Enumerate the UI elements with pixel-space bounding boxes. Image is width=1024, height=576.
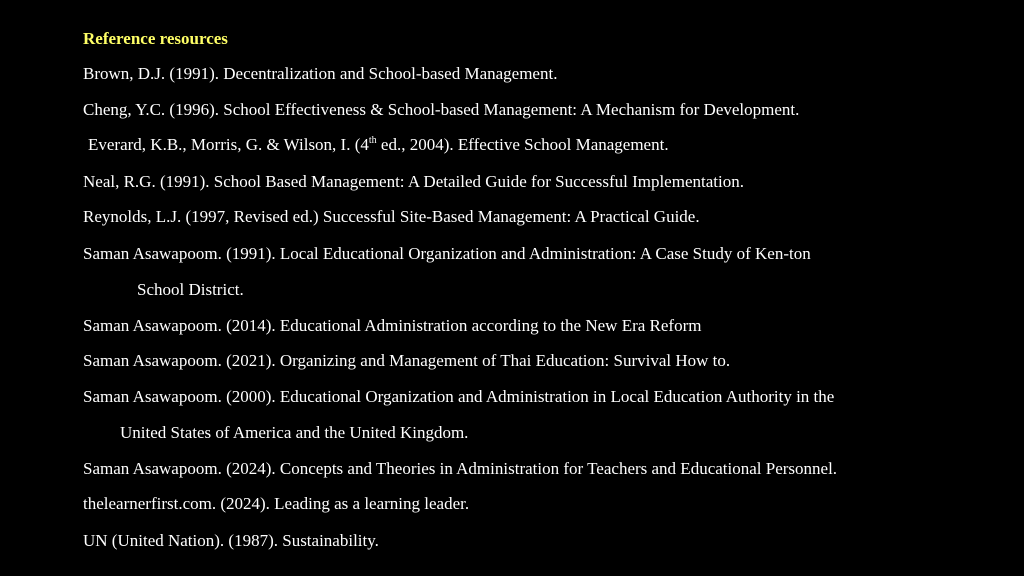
reference-item: Saman Asawapoom. (2024). Concepts and Theories in Administration for Teachers and Educational Personnel. bbox=[83, 459, 838, 478]
reference-item bbox=[88, 135, 669, 155]
reference-item: Reynolds, L.J. (1997, Revised ed.) Successful Site-Based Management: A Practical Guide. bbox=[83, 207, 700, 226]
reference-item: Saman Asawapoom. (2014). Educational Administration according to the New Era Reform bbox=[83, 316, 702, 335]
reference-item: Neal, R.G. (1991). School Based Management: A Detailed Guide for Successful Implementation. bbox=[83, 172, 744, 191]
reference-item: Brown, D.J. (1991). Decentralization and School-based Management. bbox=[83, 64, 558, 83]
superscript: th bbox=[368, 135, 377, 146]
slide-title: Reference resources bbox=[83, 29, 228, 48]
reference-item: Saman Asawapoom. (2000). Educational Organization and Administration in Local Education Authority in the bbox=[83, 387, 835, 406]
reference-text: ed., 2004). Effective School Management. bbox=[376, 135, 669, 154]
reference-continuation: United States of America and the United Kingdom. bbox=[120, 423, 469, 442]
reference-item: thelearnerfirst.com. (2024). Leading as a learning leader. bbox=[83, 494, 470, 513]
reference-item: Saman Asawapoom. (2021). Organizing and Management of Thai Education: Survival How to. bbox=[83, 351, 731, 370]
reference-item: Cheng, Y.C. (1996). School Effectiveness & School-based Management: A Mechanism for Development. bbox=[83, 100, 800, 119]
reference-text: Everard, K.B., Morris, G. & Wilson, I. (4 bbox=[88, 135, 369, 154]
reference-item: UN (United Nation). (1987). Sustainability. bbox=[83, 531, 379, 550]
reference-item: Saman Asawapoom. (1991). Local Educational Organization and Administration: A Case Study of Ken-ton bbox=[83, 244, 811, 263]
reference-continuation: School District. bbox=[137, 280, 244, 299]
